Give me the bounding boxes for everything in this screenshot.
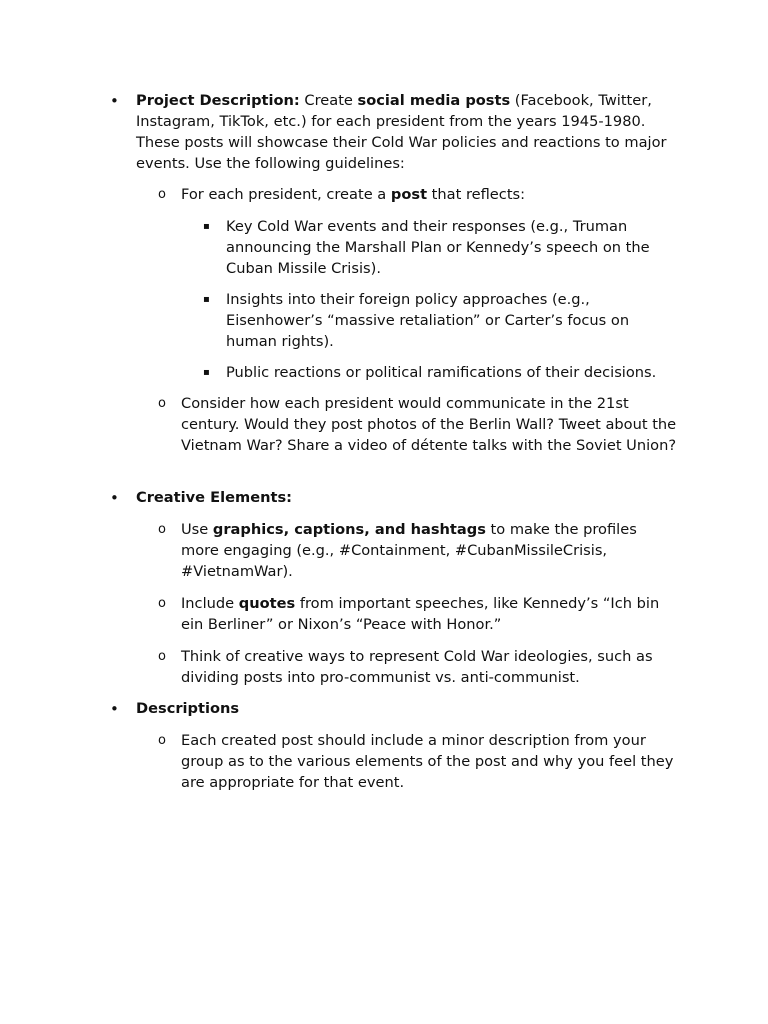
project-description-label: Project Description: — [136, 92, 300, 109]
list-item-text — [181, 520, 677, 583]
bullet-marker: • — [110, 92, 119, 110]
text-run: from important speeches, like Kennedy’s “Ich bin ein Berliner” or Nixon’s “Peace with Honor.” — [181, 595, 660, 633]
list-item-text — [136, 91, 676, 175]
list-item-text: Each created post should include a minor description from your group as to the various elements of the post and why you feel they are appropriate for that event. — [181, 732, 674, 791]
bullet-marker: • — [110, 700, 119, 718]
circle-marker: o — [158, 187, 166, 202]
text-run: that reflects: — [427, 186, 526, 203]
list-item-consider — [158, 394, 677, 457]
list-item-create-post — [158, 185, 677, 206]
list-item-project-description — [110, 91, 676, 175]
list-item-text — [181, 594, 677, 636]
list-item-quotes — [158, 594, 677, 636]
list-item-text — [136, 488, 676, 509]
graphics-bold: graphics, captions, and hashtags — [212, 521, 486, 538]
text-run: Create — [299, 92, 358, 109]
list-item-key-events — [203, 217, 676, 280]
bullet-marker: • — [110, 489, 119, 507]
circle-marker: o — [158, 522, 166, 537]
list-item-text: Key Cold War events and their responses (e.g., Truman announcing the Marshall Plan or Kennedy’s speech on the Cuban Missile Crisis). — [226, 218, 650, 277]
circle-marker: o — [158, 733, 166, 748]
list-item-description-text — [158, 731, 677, 794]
list-item-graphics — [158, 520, 677, 583]
square-marker: ▪ — [203, 294, 210, 305]
quotes-bold: quotes — [238, 595, 296, 612]
square-marker: ▪ — [203, 367, 210, 378]
text-run: Use — [181, 521, 213, 538]
creative-elements-label: Creative Elements: — [136, 489, 292, 506]
list-item-text: Think of creative ways to represent Cold War ideologies, such as dividing posts into pro-communist vs. anti-communist. — [181, 648, 653, 686]
list-item-text: Public reactions or political ramifications of their decisions. — [226, 364, 657, 381]
list-item-text: Consider how each president would communicate in the 21st century. Would they post photos of the Berlin Wall? Tweet about the Vietnam War? Share a video of détente talks with the Soviet Union? — [181, 395, 677, 454]
list-item-foreign-policy — [203, 290, 676, 353]
social-media-posts-bold: social media posts — [357, 92, 511, 109]
post-bold: post — [390, 186, 428, 203]
descriptions-label: Descriptions — [136, 700, 240, 717]
list-item-text — [136, 699, 676, 720]
circle-marker: o — [158, 649, 166, 664]
list-item-text: Insights into their foreign policy approaches (e.g., Eisenhower’s “massive retaliation” or Carter’s focus on human rights). — [226, 291, 630, 350]
circle-marker: o — [158, 596, 166, 611]
circle-marker: o — [158, 396, 166, 411]
list-item-creative-elements — [110, 488, 676, 509]
list-item-public-reactions — [203, 363, 676, 384]
list-item-descriptions — [110, 699, 676, 720]
text-run: Include — [181, 595, 239, 612]
text-run: For each president, create a — [181, 186, 391, 203]
list-item-ideologies — [158, 647, 677, 689]
square-marker: ▪ — [203, 221, 210, 232]
list-item-text — [181, 185, 677, 206]
text-run: to make the profiles more engaging (e.g., #Containment, #CubanMissileCrisis, #VietnamWar). — [181, 521, 637, 580]
text-run: (Facebook, Twitter, Instagram, TikTok, etc.) for each president from the years 1945-1980. These posts will showcase their Cold War policies and reactions to major events. Use the following guidelines: — [136, 92, 667, 172]
